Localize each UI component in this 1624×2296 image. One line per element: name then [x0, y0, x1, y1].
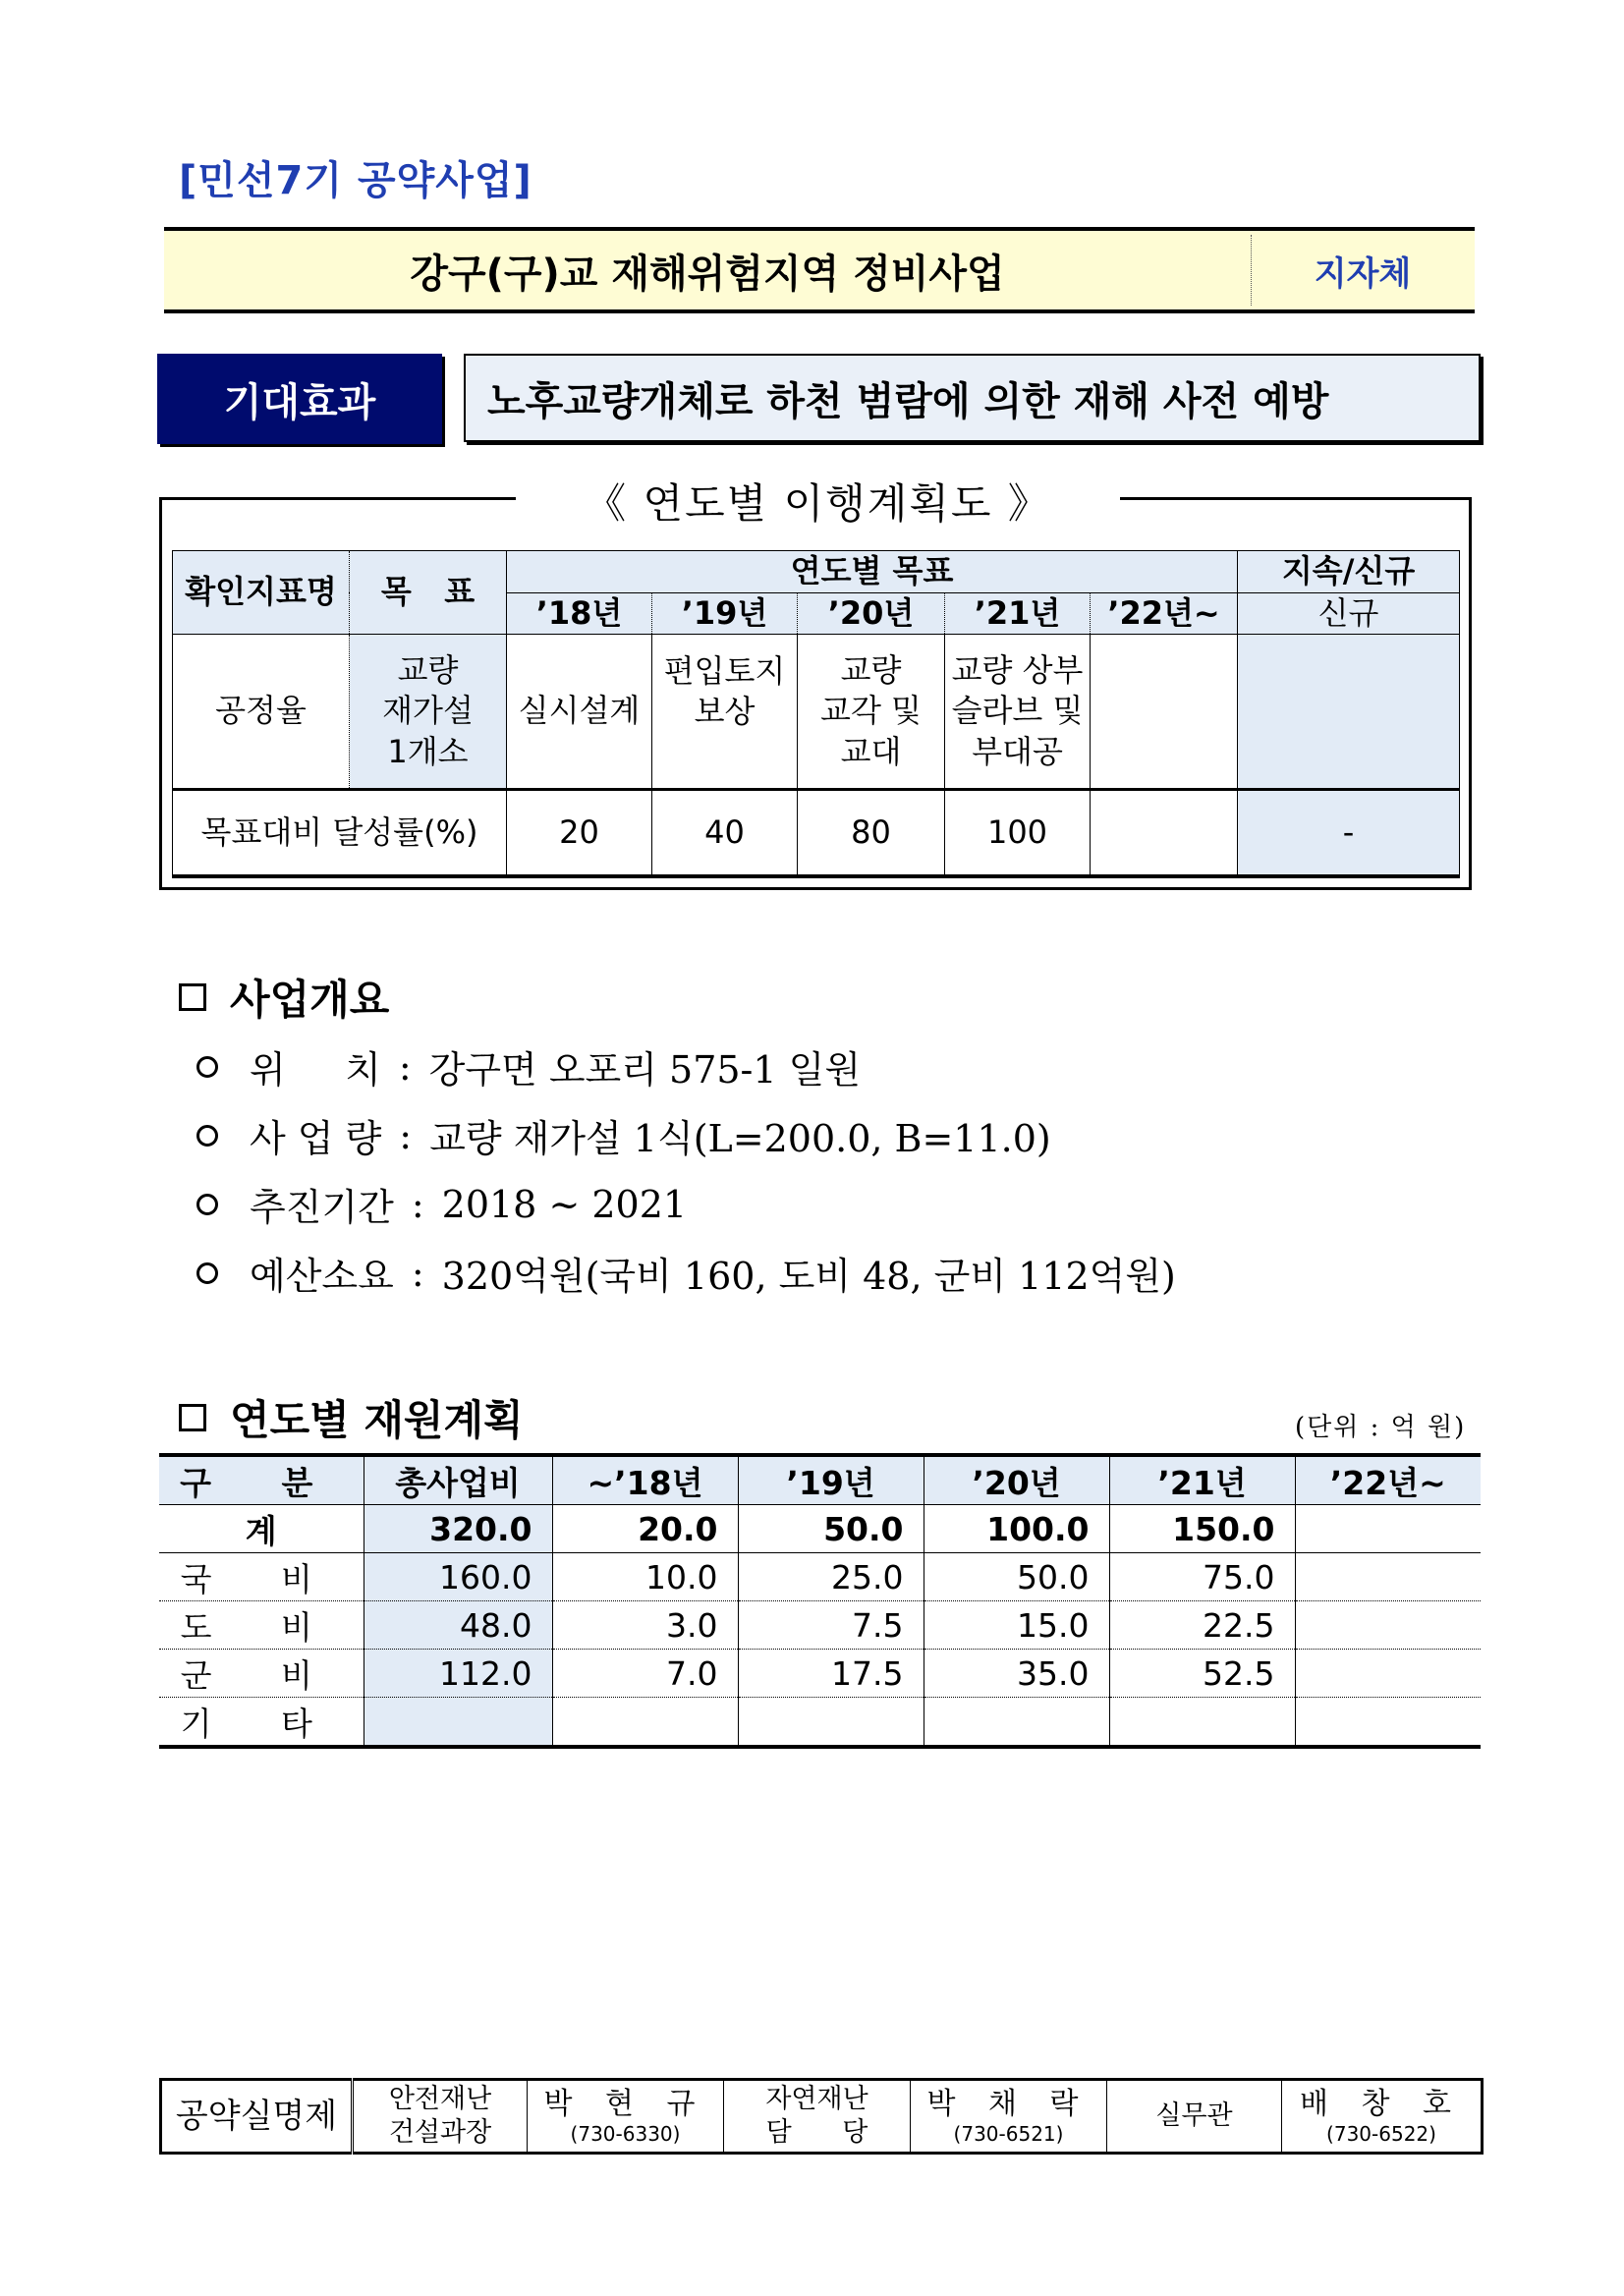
finance-cell: [1295, 1553, 1481, 1601]
target-line: 1개소: [387, 732, 469, 770]
pledge-accountability-table: [159, 2078, 1484, 2155]
finance-row-national: [159, 1553, 1481, 1601]
goal-2022: [1091, 635, 1238, 790]
row-indicator-progress: 공정율: [173, 635, 350, 790]
finance-cell: 15.0: [924, 1601, 1109, 1650]
department-line: 건설과장: [388, 2117, 492, 2148]
circle-bullet-icon: [196, 1056, 218, 1078]
finance-cell: 7.5: [738, 1601, 924, 1650]
overview-heading: [179, 968, 389, 1027]
finance-cell: 20.0: [552, 1505, 738, 1553]
overview-item-quantity: [196, 1108, 1051, 1162]
progress-status: [1238, 635, 1460, 790]
circle-bullet-icon: [196, 1125, 218, 1147]
department-line: 자연재난: [765, 2084, 868, 2115]
achievement-status: -: [1238, 790, 1460, 876]
year-2020: ’20년: [798, 592, 945, 635]
finance-header-cell: 총사업비: [364, 1455, 552, 1505]
person-1: [528, 2080, 724, 2154]
colon-separator: :: [411, 1182, 424, 1226]
finance-cell: 도 비: [159, 1601, 364, 1650]
finance-header-cell: ’21년: [1109, 1455, 1295, 1505]
goal-2021: [945, 635, 1091, 790]
colon-separator: :: [398, 1044, 412, 1089]
finance-cell: 75.0: [1109, 1553, 1295, 1601]
target-line: 재가설: [382, 692, 474, 730]
finance-cell: 48.0: [364, 1601, 552, 1650]
goal-2020: [798, 635, 945, 790]
finance-cell: 17.5: [738, 1650, 924, 1698]
target-line: 교량: [397, 650, 459, 689]
department-line: 안전재난: [388, 2084, 492, 2115]
finance-cell: 100.0: [924, 1505, 1109, 1553]
finance-row-county: [159, 1650, 1481, 1698]
overview-heading-text: 사업개요: [230, 976, 390, 1024]
overview-item-location: [196, 1039, 861, 1093]
project-category-tag: 지자체: [1314, 253, 1412, 294]
year-2021: ’21년: [945, 592, 1091, 635]
header-indicator: 확인지표명: [173, 551, 350, 635]
project-title-box: [164, 227, 1475, 313]
finance-header-cell: ’22년~: [1295, 1455, 1481, 1505]
finance-header-row: [159, 1455, 1481, 1505]
finance-cell: 112.0: [364, 1650, 552, 1698]
finance-cell: 국 비: [159, 1553, 364, 1601]
overview-value: 교량 재가설 1식(L=200.0, B=11.0): [429, 1117, 1051, 1160]
plan-table: [172, 550, 1460, 878]
person-phone: (730-6522): [1326, 2122, 1436, 2147]
header-yearly-target: 연도별 목표: [507, 551, 1238, 593]
achievement-label: 목표대비 달성률(%): [173, 790, 507, 876]
finance-row-provincial: [159, 1601, 1481, 1650]
overview-item-period: [196, 1177, 687, 1231]
overview-value: 강구면 오포리 575-1 일원: [428, 1048, 862, 1092]
plan-header-row: [173, 551, 1460, 593]
finance-heading: [179, 1388, 524, 1447]
finance-cell: [1295, 1698, 1481, 1748]
goal-2018: [507, 635, 652, 790]
overview-value: 320억원(국비 160, 도비 48, 군비 112억원): [441, 1255, 1176, 1298]
row-target-cell: [350, 635, 507, 790]
pledge-label: [민선7기 공약사업]: [179, 158, 532, 203]
person-name: 배 창 호: [1299, 2086, 1463, 2121]
finance-cell: 160.0: [364, 1553, 552, 1601]
finance-cell: [1109, 1698, 1295, 1748]
overview-label: 추진기간: [250, 1186, 394, 1229]
finance-cell: [738, 1698, 924, 1748]
expected-effect-text: 노후교량개체로 하천 범람에 의한 재해 사전 예방: [464, 354, 1481, 442]
goal-line: 교량: [840, 650, 902, 689]
year-2018: ’18년: [507, 592, 652, 635]
role-3: 실무관: [1107, 2080, 1282, 2154]
finance-cell: 320.0: [364, 1505, 552, 1553]
finance-cell: [1295, 1601, 1481, 1650]
year-2022: ’22년~: [1091, 592, 1238, 635]
goal-line: 교량 상부: [951, 650, 1084, 689]
goal-line: 교대: [840, 732, 902, 770]
finance-cell: [552, 1698, 738, 1748]
achievement-2019: 40: [652, 790, 798, 876]
finance-header-cell: ’20년: [924, 1455, 1109, 1505]
achievement-2018: 20: [507, 790, 652, 876]
person-name: 박 채 락: [926, 2086, 1091, 2121]
goal-line: 부대공: [972, 732, 1063, 770]
goal-2019: [652, 635, 798, 790]
square-bullet-icon: [179, 983, 206, 1011]
year-2019: ’19년: [652, 592, 798, 635]
header-status: 지속/신규: [1238, 551, 1460, 593]
finance-row-other: [159, 1698, 1481, 1748]
finance-cell: 25.0: [738, 1553, 924, 1601]
finance-cell: 52.5: [1109, 1650, 1295, 1698]
achievement-2021: 100: [945, 790, 1091, 876]
plan-frame-top-right: [1120, 497, 1472, 500]
accountability-label: 공약실명제: [161, 2080, 353, 2154]
finance-row-total: [159, 1505, 1481, 1553]
goal-line: 교각 및: [820, 692, 922, 730]
unit-note: (단위 : 억 원): [1295, 1413, 1467, 1442]
colon-separator: :: [411, 1251, 424, 1295]
expected-effect-label: 기대효과: [157, 354, 442, 444]
plan-achievement-row: [173, 790, 1460, 876]
department-1: [353, 2080, 528, 2154]
overview-label: 사 업 량: [250, 1117, 382, 1160]
finance-cell: 150.0: [1109, 1505, 1295, 1553]
plan-title: 《 연도별 이행계획도 》: [585, 479, 1051, 528]
status-value: 신규: [1238, 592, 1460, 635]
finance-cell: 군 비: [159, 1650, 364, 1698]
finance-cell: [1295, 1505, 1481, 1553]
goal-line: 편입토지: [663, 651, 786, 690]
finance-cell: 50.0: [924, 1553, 1109, 1601]
finance-cell: 계: [159, 1505, 364, 1553]
finance-cell: [364, 1698, 552, 1748]
finance-header-cell: ~’18년: [552, 1455, 738, 1505]
department-2: [724, 2080, 911, 2154]
circle-bullet-icon: [196, 1262, 218, 1284]
department-line: 담 당: [765, 2117, 868, 2148]
finance-cell: 22.5: [1109, 1601, 1295, 1650]
person-name: 박 현 규: [543, 2086, 707, 2121]
finance-cell: [1295, 1650, 1481, 1698]
finance-cell: 50.0: [738, 1505, 924, 1553]
circle-bullet-icon: [196, 1194, 218, 1215]
goal-line: 슬라브 및: [951, 692, 1084, 730]
finance-cell: 7.0: [552, 1650, 738, 1698]
finance-cell: [924, 1698, 1109, 1748]
person-2: [911, 2080, 1107, 2154]
goal-line: 실시설계: [518, 692, 641, 730]
finance-cell: 10.0: [552, 1553, 738, 1601]
overview-value: 2018 ~ 2021: [441, 1182, 688, 1226]
finance-header-cell: 구 분: [159, 1455, 364, 1505]
person-3: [1282, 2080, 1483, 2154]
goal-line: 보상: [694, 693, 756, 731]
overview-label: 예산소요: [250, 1255, 394, 1298]
finance-table: [159, 1453, 1481, 1749]
plan-frame-top-left: [159, 497, 516, 500]
finance-header-cell: ’19년: [738, 1455, 924, 1505]
achievement-2020: 80: [798, 790, 945, 876]
colon-separator: :: [399, 1113, 413, 1157]
accountability-row: [161, 2080, 1483, 2154]
finance-heading-text: 연도별 재원계획: [230, 1396, 524, 1444]
header-target: 목 표: [350, 551, 507, 635]
overview-label: 위 치: [250, 1048, 381, 1092]
finance-cell: 기 타: [159, 1698, 364, 1748]
plan-progress-row: [173, 635, 1460, 790]
finance-cell: 3.0: [552, 1601, 738, 1650]
square-bullet-icon: [179, 1404, 206, 1431]
achievement-2022: [1091, 790, 1238, 876]
overview-item-budget: [196, 1246, 1176, 1300]
project-title: 강구(구)교 재해위험지역 정비사업: [410, 251, 1005, 297]
finance-cell: 35.0: [924, 1650, 1109, 1698]
person-phone: (730-6330): [570, 2122, 681, 2147]
person-phone: (730-6521): [953, 2122, 1064, 2147]
